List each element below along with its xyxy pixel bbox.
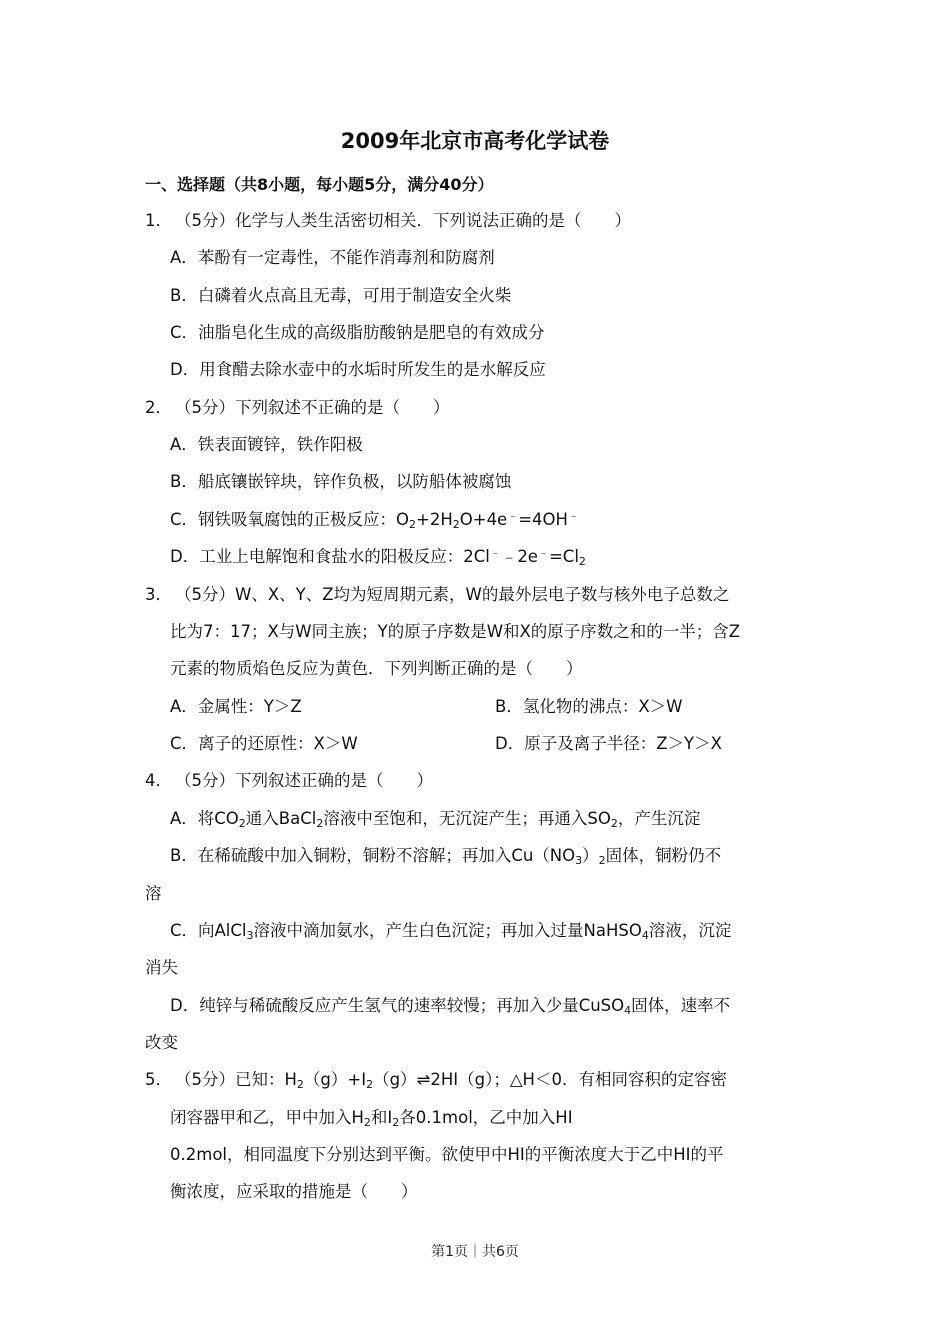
page-footer: 第1页｜共6页 [431,1244,519,1260]
question-1-option-c: C．油脂皂化生成的高级脂肪酸钠是肥皂的有效成分 [170,323,545,342]
question-3-option-d: D．原子及离子半径：Z＞Y＞X [495,734,722,753]
question-3-option-a: A．金属性：Y＞Z [170,697,302,716]
question-3-option-c: C．离子的还原性：X＞W [170,734,358,753]
question-3-stem-line-3: 元素的物质焰色反应为黄色．下列判断正确的是（ ） [170,659,583,678]
question-2-option-c: C．钢铁吸氧腐蚀的正极反应：$O_2+2H_2O+4e^﹣=4OH^﹣$ [170,509,579,531]
question-4-option-b: B．在稀硫酸中加入铜粉，铜粉不溶解；再加入$Cu(NO_3)_2$固体，铜粉仍不 [170,846,722,867]
question-5-stem-line-3: 0.2mol，相同温度下分别达到平衡。欲使甲中HI的平衡浓度大于乙中HI的平 [170,1145,724,1164]
question-4-option-c-continued: 消失 [145,958,178,977]
question-2-option-b: B．船底镶嵌锌块，锌作负极，以防船体被腐蚀 [170,472,512,491]
question-3-stem-line-2: 比为7：17；X与W同主族；Y的原子序数是W和X的原子序数之和的一半；含Z [170,622,741,641]
question-4-option-b-continued: 溶 [145,884,162,903]
question-1-option-d: D．用食醋去除水壶中的水垢时所发生的是水解反应 [170,360,546,379]
page-title: 2009年北京市高考化学试卷 [340,129,610,153]
section-heading: 一、选择题（共8小题，每小题5分，满分40分） [145,175,494,194]
question-3-option-b: B．氢化物的沸点：X＞W [495,697,683,716]
question-4-option-a: A．将$CO_2$通入BaCl$_2$溶液中至饱和，无沉淀产生；再通入$SO_2$，产生沉淀 [170,809,701,830]
question-4-option-d-continued: 改变 [145,1033,178,1052]
question-4-option-d: D．纯锌与稀硫酸反应产生氢气的速率较慢；再加入少量CuSO$_4$固体，速率不 [170,996,731,1017]
question-1-stem: 1． （5分）化学与人类生活密切相关．下列说法正确的是（ ） [145,211,631,230]
question-4-option-c: C．向AlCl$_3$溶液中滴加氨水，产生白色沉淀；再加入过量NaHSO$_4$溶液，沉淀 [170,921,732,942]
question-1-option-b: B．白磷着火点高且无毒，可用于制造安全火柴 [170,286,512,305]
question-2-option-a: A．铁表面镀锌，铁作阳极 [170,435,363,454]
question-3-stem-line-1: 3． （5分）W、X、Y、Z均为短周期元素，W的最外层电子数与核外电子总数之 [145,585,730,604]
question-5-stem-line-2: 闭容器甲和乙，甲中加入$H_2$和$I_2$各0.1mol，乙中加入HI [170,1108,573,1129]
question-5-stem-line-1: 5． （5分）已知：$H_2(g)+I_2(g)\rightleftharpoons 2HI(g)$；△H＜0．有相同容积的定容密 [145,1070,727,1091]
question-4-stem: 4． （5分）下列叙述正确的是（ ） [145,771,433,790]
question-2-option-d: D．工业上电解饱和食盐水的阳极反应：$2Cl^﹣﹣2e^﹣=Cl_2$ [170,546,586,568]
question-1-option-a: A．苯酚有一定毒性，不能作消毒剂和防腐剂 [170,248,495,267]
question-2-stem: 2． （5分）下列叙述不正确的是（ ） [145,398,450,417]
question-5-stem-line-4: 衡浓度，应采取的措施是（ ） [170,1182,418,1201]
